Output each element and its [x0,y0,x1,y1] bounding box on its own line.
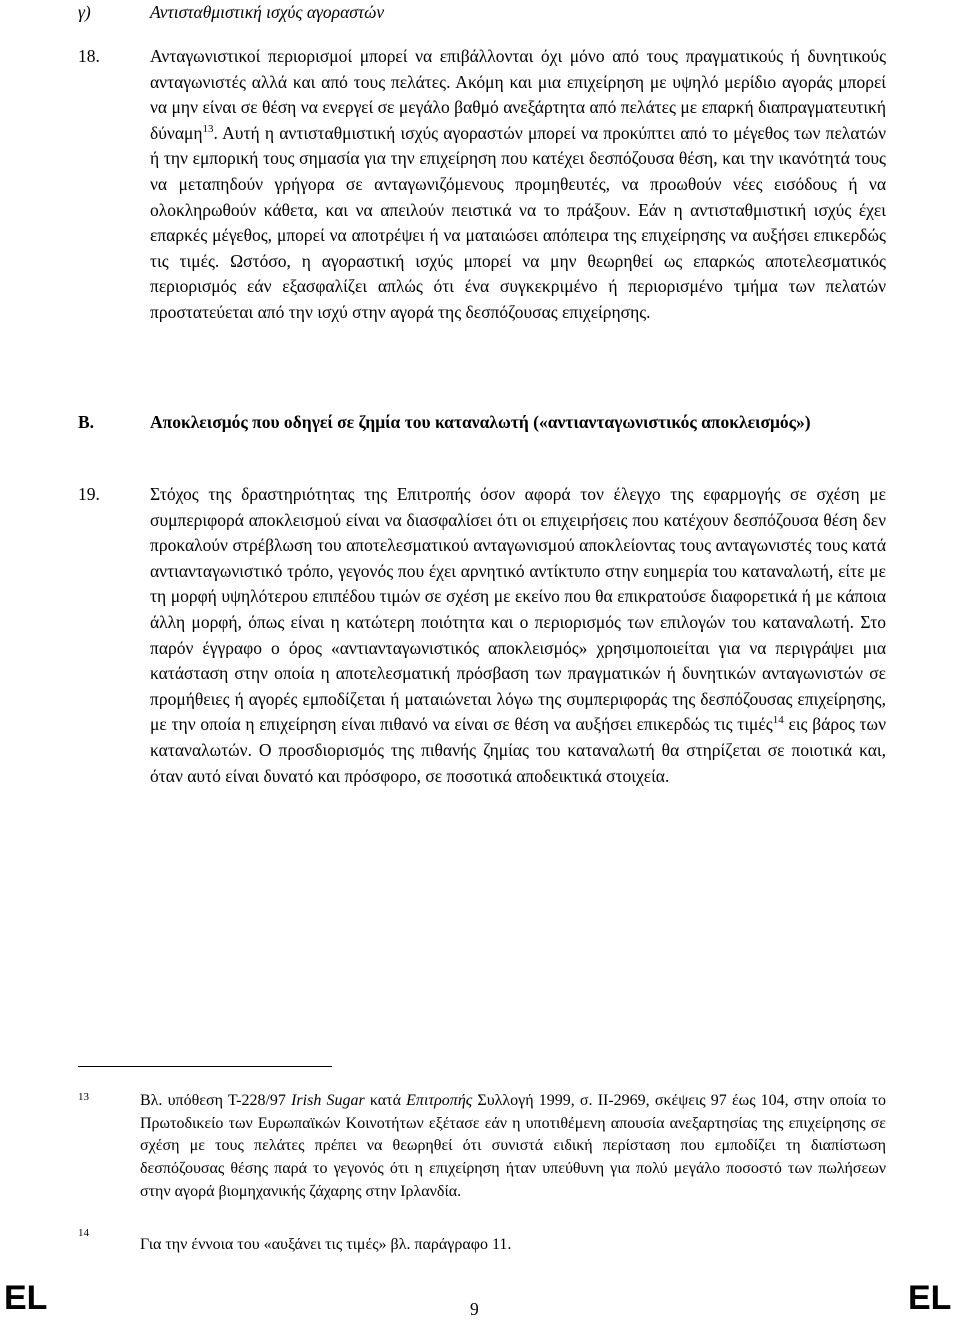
paragraph-text-part: . Αυτή η αντισταθμιστική ισχύς αγοραστών μπορεί να προκύπτει από το μέγεθος των πελατών ή την εμπορική τους σημασία για την επιχείρηση που κατέχει δεσπόζουσα θέση, και την ικανότητά τους να μεταπηδούν γρήγορα σε ανταγωνιζόμενους προμηθευτές, να προωθούν νέες εισόδους ή να ολοκληρωθούν κάθετα, και να απειλούν πειστικά να το πράξουν. Εάν η αντισταθμιστική ισχύς έχει επαρκές μέγεθος, μπορεί να αποτρέψει ή να ματαιώσει απόπειρα της επιχείρησης να αυξήσει επικερδώς τις τιμές. Ωστόσο, η αγοραστική ισχύς μπορεί να μην θεωρηθεί ως επαρκώς αποτελεσματικός περιορισμός εάν εξασφαλίζει απλώς ότι ένα συγκεκριμένο ή περιορισμένο τμήμα των πελατών προστατεύεται από την ισχύ στην αγορά της δεσπόζουσας επιχείρησης. [150,122,886,322]
case-name: Irish Sugar [291,1092,365,1109]
paragraph-text-part: Ανταγωνιστικοί περιορισμοί μπορεί να επιβάλλονται όχι μόνο από τους πραγματικούς ή δυνητικούς ανταγωνιστές αλλά και από τους πελάτες. Ακόμη και μια επιχείρηση με υψηλό μερίδιο αγοράς μπορεί να μην είναι σε θέση να ενεργεί σε μεγάλο βαθμό ανεξάρτητα από πελάτες με επαρκή διαπραγματευτική δύναμη [150,46,886,143]
footnote-text-part: Συλλογή 1999, σ. II-2969, σκέψεις 97 έως 104, στην οποία το Πρωτοδικείο των Ευρωπαϊκών Κοινοτήτων εξέτασε εάν η υποτιθέμενη απουσία ανεξαρτησίας της επιχείρησης σε σχέση με τους πελάτες πρέπει να θεωρηθεί ότι συνιστά ειδική περίσταση που εμποδίζει τη διαπίστωση δεσπόζουσας θέσης παρά το γεγονός ότι η επιχείρηση ήταν υπεύθυνη για πολύ μεγάλο ποσοστό των πωλήσεων στην αγορά βιομηχανικής ζάχαρης στην Ιρλανδία. [140,1092,887,1200]
paragraph-number: 19. [78,484,100,504]
paragraph-text-part: εις βάρος των καταναλωτών. Ο προσδιορισμός της πιθανής ζημίας του καταναλωτή θα στηρίζεται σε ποιοτικά και, όταν αυτό είναι δυνατό και πρόσφορο, σε ποσοτικά αποδεικτικά στοιχεία. [150,714,886,786]
case-party: Επιτροπής [406,1092,473,1109]
paragraph-text-part: Στόχος της δραστηριότητας της Επιτροπής όσον αφορά τον έλεγχο της εφαρμογής σε σχέση με συμπεριφορά αποκλεισμού είναι να διασφαλίσει ότι οι επιχειρήσεις που κατέχουν δεσπόζουσα θέση δεν προκαλούν στρέβλωση του αποτελεσματικού ανταγωνισμού αποκλείοντας τους ανταγωνιστές τους κατά αντιανταγωνιστικό τρόπο, γεγονός που έχει αρνητικό αντίκτυπο στην ευημερία του καταναλωτή, είτε με τη μορφή υψηλότερου επιπέδου τιμών σε σχέση με εκείνο που θα επικρατούσε διαφορετικά ή με κάποια άλλη μορφή, όπως είναι η κατώτερη ποιότητα και ο περιορισμός των επιλογών του καταναλωτή. Στο παρόν έγγραφο ο όρος «αντιανταγωνιστικός αποκλεισμός» χρησιμοποιείται για να περιγράψει μια κατάσταση στην οποία η αποτελεσματική πρόσβαση των πραγματικών ή δυνητικών ανταγωνιστών σε προμήθειες ή αγορές εμποδίζεται ή ματαιώνεται λόγω της συμπεριφοράς της δεσπόζουσας επιχείρησης, με την οποία η επιχείρηση είναι πιθανό να είναι σε θέση να αυξήσει επικερδώς τις τιμές [150,484,886,735]
section-label: B. [78,412,95,432]
paragraph-text [150,482,886,789]
language-code-left: EL [4,1279,48,1317]
language-code-right: EL [908,1279,952,1317]
page-number: 9 [470,1299,479,1319]
footnote-number: 14 [78,1227,89,1239]
footnote-text: Για την έννοια του «αυξάνει τις τιμές» βλ. παράγραφο 11. [140,1236,512,1253]
section-title: Αντισταθμιστική ισχύς αγοραστών [150,2,385,22]
footnote-text [140,1090,886,1204]
footnote-text-part: κατά [364,1092,407,1109]
footnote-separator [78,1066,332,1067]
section-label: γ) [78,2,91,22]
footnote-text-part: Βλ. υπόθεση Τ-228/97 [140,1092,292,1109]
paragraph-text [150,44,886,326]
footnote-ref-14[interactable]: 14 [772,714,784,727]
section-title: Αποκλεισμός που οδηγεί σε ζημία του καταναλωτή («αντιανταγωνιστικός αποκλεισμός») [150,412,811,432]
footnote-number: 13 [78,1091,89,1103]
footnote-ref-13[interactable]: 13 [202,122,214,135]
paragraph-number: 18. [78,46,100,66]
